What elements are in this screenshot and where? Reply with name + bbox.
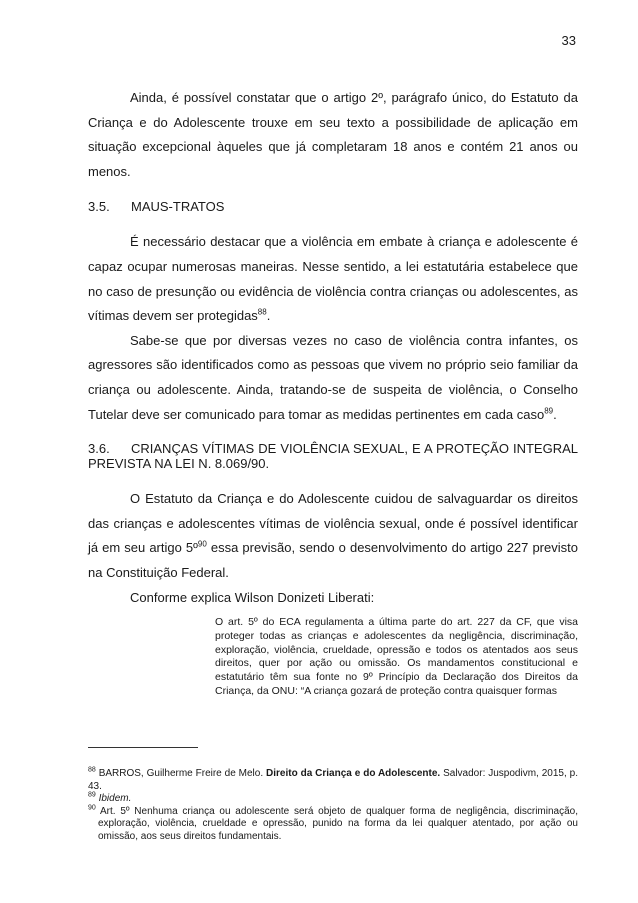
paragraph-text: O Estatuto da Criança e do Adolescente cuidou de salvaguardar os direitos das crianças e adolescentes vítimas de violência sexual, onde é possível identificar já em seu artigo 5º (88, 491, 578, 556)
paragraph-eca-safeguard: O Estatuto da Criança e do Adolescente cuidou de salvaguardar os direitos das crianças e adolescentes vítimas de violência sexual, onde é possível identificar já em seu artigo 5º$^{90}$ essa previsão, sendo o desenvolvimento do artigo 227 previsto na Constituição Federal. (88, 491, 578, 580)
paragraph-liberati-intro: Conforme explica Wilson Donizeti Liberati: (130, 589, 375, 605)
footnote-book-title: Direito da Criança e do Adolescente. (266, 768, 441, 779)
footnote-88: $^{88}$ BARROS, Guilherme Freire de Melo. Direito da Criança e do Adolescente. Salvador: Juspodivm, 2015, p. 43. (88, 766, 578, 792)
section-number: 3.5. (88, 199, 110, 215)
paragraph-text: Sabe-se que por diversas vezes no caso de violência contra infantes, os agressores são identificados como as pessoas que vivem no próprio seio familiar da criança ou adolescente. Ainda, tratando-se de suspeita de violência, o Conselho Tutelar deve ser comunicado para tomar as medidas pertinentes em cada caso (88, 332, 578, 422)
footnote-ref-90[interactable]: 90 (197, 539, 207, 549)
paragraph-violence-forms: É necessário destacar que a violência em embate à criança e adolescente é capaz ocupar numerosas maneiras. Nesse sentido, a lei estatutária estabelece que no caso de presunção ou evidência de violência contra crianças ou adolescentes, as vítimas devem ser protegidas$^{88}$. (88, 234, 578, 324)
paragraph-text: É necessário destacar que a violência em embate à criança e adolescente é capaz ocupar numerosas maneiras. Nesse sentido, a lei estatutária estabelece que no caso de presunção ou evidência de violência contra crianças ou adolescentes, as vítimas devem ser protegidas (88, 234, 578, 324)
footnote-ref-88[interactable]: 88 (257, 307, 267, 317)
section-title: MAUS-TRATOS (131, 199, 225, 215)
page-number: 33 (561, 33, 576, 48)
section-title: CRIANÇAS VÍTIMAS DE VIOLÊNCIA SEXUAL, E A PROTEÇÃO INTEGRAL PREVISTA NA LEI N. 8.069/90. (88, 441, 578, 472)
section-number: 3.6. (88, 441, 110, 457)
paragraph-article-2: Ainda, é possível constatar que o artigo 2º, parágrafo único, do Estatuto da Criança e do Adolescente trouxe em seu texto a possibilidade de aplicação em situação excepcional àqueles que já completaram 18 anos e contém 21 anos ou menos. (88, 90, 578, 179)
footnotes (88, 768, 578, 844)
footnote-89: $^{89}$ Ibidem. (88, 791, 132, 805)
footnote-90: $^{90}$ Art. 5º Nenhuma criança ou adolescente será objeto de qualquer forma de negligência, discriminação, exploração, violência, crueldade e opressão, punido na forma da lei qualquer atentado, por ação ou omissão, aos seus direitos fundamentais. (88, 804, 578, 842)
section-heading-sexual-violence (88, 441, 578, 471)
main-content (88, 86, 578, 699)
footnote-separator (88, 747, 198, 748)
section-heading-maus-tratos (88, 199, 578, 214)
paragraph-aggressors: Sabe-se que por diversas vezes no caso de violência contra infantes, os agressores são identificados como as pessoas que vivem no próprio seio familiar da criança ou adolescente. Ainda, tratando-se de suspeita de violência, o Conselho Tutelar deve ser comunicado para tomar as medidas pertinentes em cada caso$^{89}$. (88, 332, 578, 422)
block-quote: O art. 5º do ECA regulamenta a última parte do art. 227 da CF, que visa proteger todas as crianças e adolescentes da negligência, discriminação, exploração, violência, crueldade, opressão e todos os atentados aos seus direitos, quer por ação ou omissão. Os mandamentos constitucional e estatutário têm sua fonte no 9º Princípio da Declaração dos Direitos da Criança, da ONU: “A criança gozará de proteção contra quaisquer formas (215, 616, 578, 698)
footnote-ref-89[interactable]: 89 (544, 406, 554, 416)
